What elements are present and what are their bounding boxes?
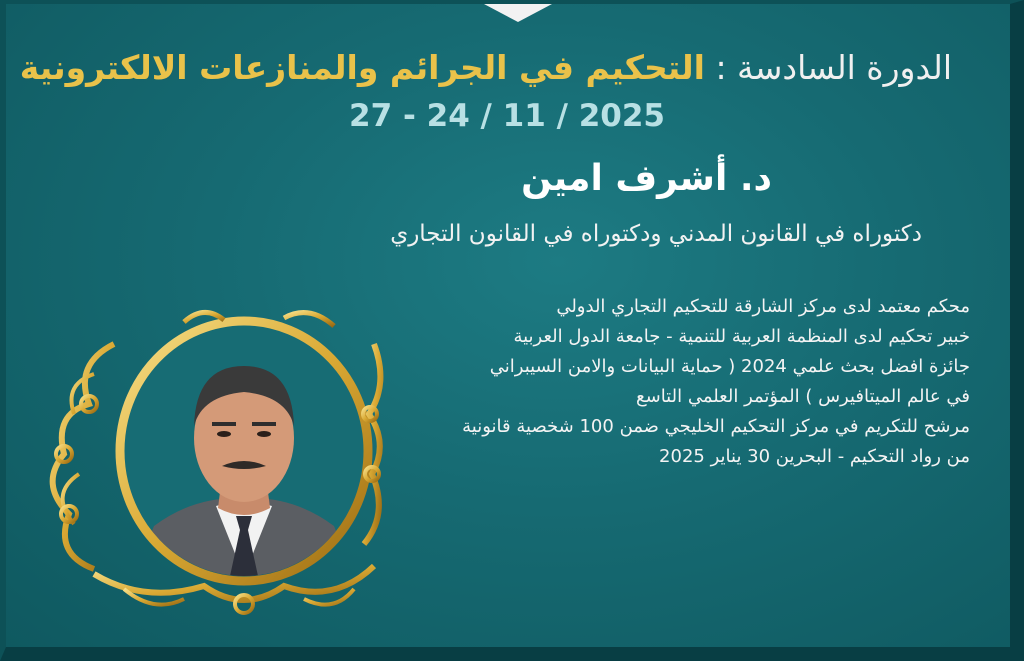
course-number: الدورة السادسة : bbox=[715, 48, 952, 87]
portrait-frame bbox=[34, 304, 394, 624]
top-notch bbox=[484, 4, 552, 22]
gold-ornamental-frame-icon bbox=[34, 304, 394, 624]
course-title: التحكيم في الجرائم والمنازعات الالكترونية bbox=[19, 48, 705, 87]
bio-line: مرشح للتكريم في مركز التحكيم الخليجي ضمن 100 شخصية قانونية bbox=[462, 416, 970, 437]
bio-line: في عالم الميتافيرس ) المؤتمر العلمي التاسع bbox=[636, 386, 970, 407]
course-heading bbox=[20, 46, 952, 90]
bio-line: محكم معتمد لدى مركز الشارقة للتحكيم التجاري الدولي bbox=[556, 296, 970, 317]
speaker-bio bbox=[462, 292, 970, 472]
speaker-degree: دكتوراه في القانون المدني ودكتوراه في القانون التجاري bbox=[390, 221, 922, 247]
bio-line: خبير تحكيم لدى المنظمة العربية للتنمية - جامعة الدول العربية bbox=[513, 326, 970, 347]
bio-line: من رواد التحكيم - البحرين 30 يناير 2025 bbox=[659, 446, 970, 467]
bio-line: جائزة افضل بحث علمي 2024 ( حماية البيانات والامن السيبراني bbox=[489, 356, 970, 377]
speaker-name: د. أشرف امين bbox=[521, 158, 772, 199]
course-dates: 27 - 24 / 11 / 2025 bbox=[349, 98, 665, 134]
